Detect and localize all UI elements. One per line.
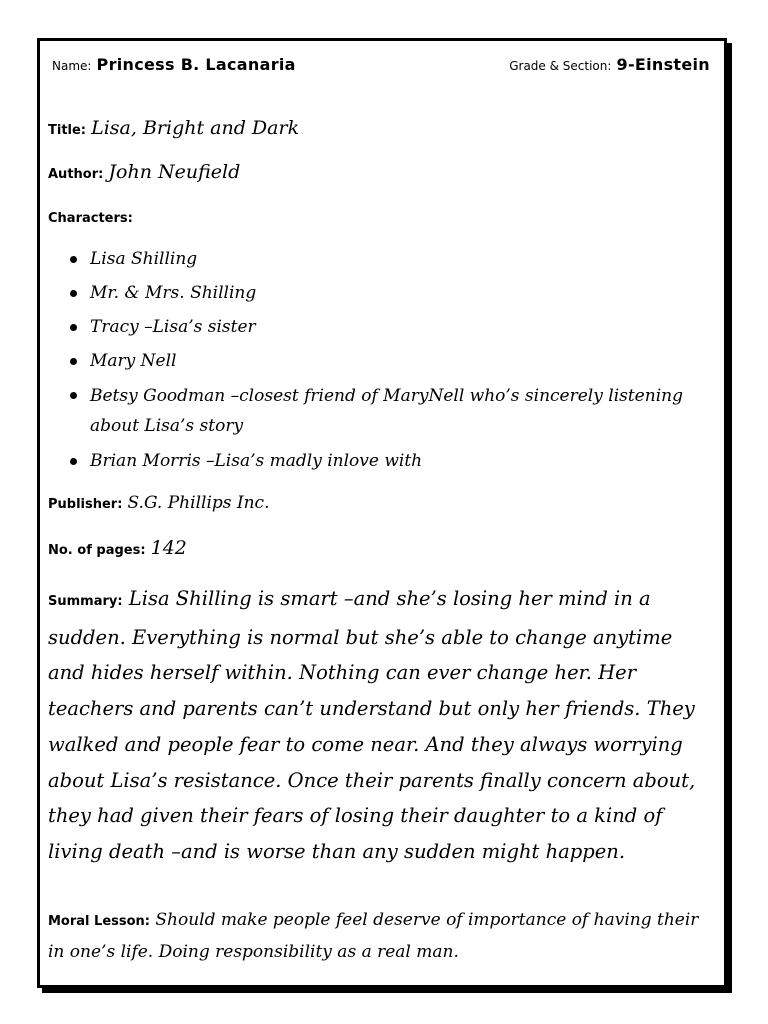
name-field <box>52 55 296 74</box>
list-item <box>64 313 688 341</box>
moral-lesson-text: Should make people feel deserve of importance of having their in one’s life. Doing responsibility as a real man. <box>48 910 699 962</box>
summary-label: Summary: <box>48 594 123 609</box>
author-value: John Neufield <box>108 161 241 183</box>
title-value: Lisa, Bright and Dark <box>91 117 300 139</box>
name-value: Princess B. Lacanaria <box>96 55 296 74</box>
list-item <box>64 381 688 441</box>
bullet-icon <box>70 392 77 399</box>
header-row <box>52 55 710 79</box>
summary-field <box>48 581 714 870</box>
moral-lesson-label: Moral Lesson: <box>48 914 150 929</box>
publisher-label: Publisher: <box>48 497 123 512</box>
bullet-icon <box>70 324 77 331</box>
bullet-icon <box>70 358 77 365</box>
publisher-value: S.G. Phillips Inc. <box>127 493 270 513</box>
grade-section-value: 9-Einstein <box>616 55 710 74</box>
bullet-icon <box>70 290 77 297</box>
grade-section-label: Grade & Section: <box>509 59 612 73</box>
pages-value: 142 <box>150 537 187 559</box>
character-name: Lisa Shilling <box>90 249 198 269</box>
publisher-field <box>48 493 714 513</box>
bullet-icon <box>70 458 77 465</box>
summary-text: Lisa Shilling is smart –and she’s losing her mind in a sudden. Everything is normal but she’s able to change anytime and hides herself within. Nothing can ever change her. Her teachers and parents can’t understand but only her friends. They walked and people fear to come near. And they always worrying about Lisa’s resistance. Once their parents finally concern about, they had given their fears of losing their daughter to a kind of living death –and is worse than any sudden might happen. <box>48 587 696 863</box>
characters-field <box>48 207 714 227</box>
characters-label: Characters: <box>48 211 133 226</box>
book-report-sheet <box>37 38 727 988</box>
title-field <box>48 117 714 140</box>
title-label: Title: <box>48 123 87 138</box>
moral-lesson-field <box>48 905 714 967</box>
characters-list <box>64 245 688 481</box>
grade-section-field <box>509 55 710 74</box>
pages-field <box>48 537 714 560</box>
character-name: Betsy Goodman –closest friend of MaryNell who’s sincerely listening about Lisa’s story <box>90 386 683 436</box>
name-label: Name: <box>52 59 92 73</box>
list-item <box>64 245 688 273</box>
list-item <box>64 447 688 475</box>
list-item <box>64 347 688 375</box>
character-name: Mary Nell <box>90 351 177 371</box>
bullet-icon <box>70 256 77 263</box>
character-name: Tracy –Lisa’s sister <box>90 317 256 337</box>
character-name: Brian Morris –Lisa’s madly inlove with <box>90 451 423 471</box>
author-label: Author: <box>48 167 104 182</box>
character-name: Mr. & Mrs. Shilling <box>90 283 257 303</box>
pages-label: No. of pages: <box>48 543 146 558</box>
list-item <box>64 279 688 307</box>
author-field <box>48 161 714 184</box>
